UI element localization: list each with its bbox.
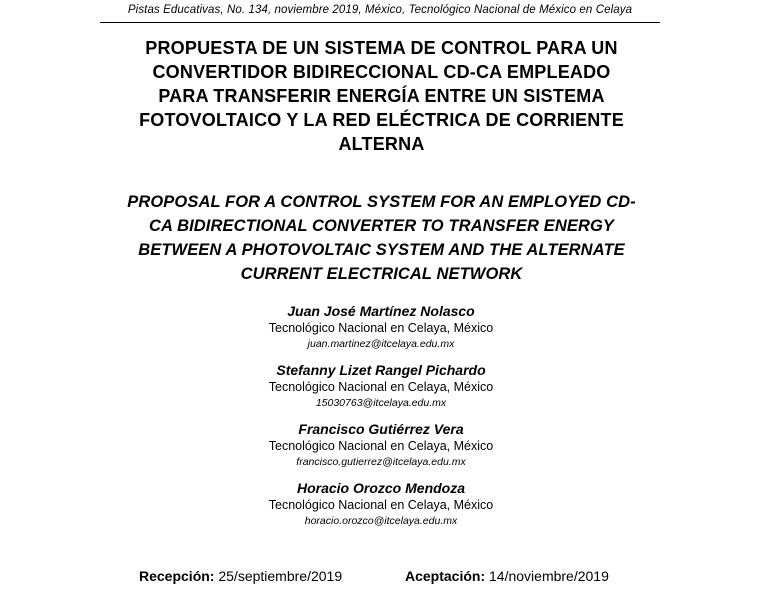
title-en-line: PROPOSAL FOR A CONTROL SYSTEM FOR AN EMPLOYED CD- bbox=[127, 193, 636, 211]
author-name: Horacio Orozco Mendoza bbox=[296, 480, 466, 496]
author-block bbox=[181, 302, 581, 351]
reception-value: 25/septiembre/2019 bbox=[218, 568, 343, 584]
author-block bbox=[181, 420, 581, 469]
acceptance-date bbox=[405, 568, 609, 584]
author-email: horacio.orozco@itcelaya.edu.mx bbox=[304, 515, 458, 527]
title-es-line: PARA TRANSFERIR ENERGÍA ENTRE UN SISTEMA bbox=[158, 86, 605, 106]
title-es-line: ALTERNA bbox=[338, 134, 425, 154]
author-email: 15030763@itcelaya.edu.mx bbox=[315, 397, 447, 409]
running-head: Pistas Educativas, No. 134, noviembre 2019, México, Tecnológico Nacional de México en Celaya bbox=[127, 4, 633, 16]
title-en-line: BETWEEN A PHOTOVOLTAIC SYSTEM AND THE ALTERNATE bbox=[138, 241, 625, 259]
header-rule bbox=[100, 22, 660, 23]
reception-date bbox=[139, 568, 342, 584]
author-affiliation: Tecnológico Nacional en Celaya, México bbox=[268, 498, 494, 512]
title-en-line: CA BIDIRECTIONAL CONVERTER TO TRANSFER ENERGY bbox=[148, 217, 614, 235]
acceptance-label: Aceptación: bbox=[405, 568, 486, 584]
author-list bbox=[181, 302, 581, 538]
author-email: francisco.gutierrez@itcelaya.edu.mx bbox=[296, 456, 466, 468]
author-block bbox=[181, 479, 581, 528]
author-affiliation: Tecnológico Nacional en Celaya, México bbox=[268, 380, 494, 394]
title-spanish bbox=[80, 36, 683, 156]
acceptance-value: 14/noviembre/2019 bbox=[489, 568, 609, 584]
author-name: Stefanny Lizet Rangel Pichardo bbox=[276, 362, 486, 378]
title-english bbox=[80, 190, 683, 286]
author-name: Francisco Gutiérrez Vera bbox=[298, 421, 464, 437]
author-name: Juan José Martínez Nolasco bbox=[287, 303, 475, 319]
author-affiliation: Tecnológico Nacional en Celaya, México bbox=[268, 439, 494, 453]
reception-label: Recepción: bbox=[139, 568, 215, 584]
author-email: juan.martinez@itcelaya.edu.mx bbox=[307, 338, 455, 350]
title-es-line: CONVERTIDOR BIDIRECCIONAL CD-CA EMPLEADO bbox=[152, 62, 611, 82]
author-affiliation: Tecnológico Nacional en Celaya, México bbox=[268, 321, 494, 335]
title-es-line: FOTOVOLTAICO Y LA RED ELÉCTRICA DE CORRIENTE bbox=[139, 110, 624, 130]
title-es-line: PROPUESTA DE UN SISTEMA DE CONTROL PARA UN bbox=[145, 38, 618, 58]
author-block bbox=[181, 361, 581, 410]
title-en-line: CURRENT ELECTRICAL NETWORK bbox=[240, 265, 523, 283]
